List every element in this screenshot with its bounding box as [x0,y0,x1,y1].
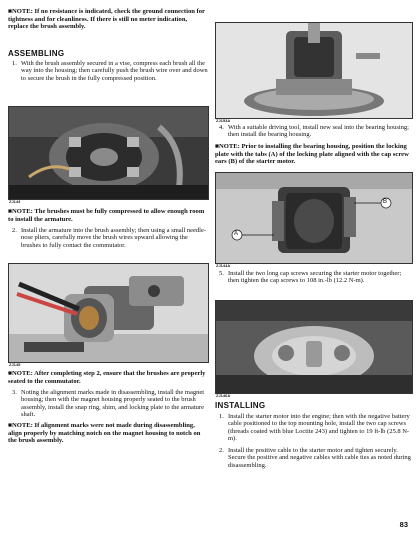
step-text: With a suitable driving tool, install new seal into the bearing housing; then install the bearing housing. [228,124,409,139]
step-number: 1. [219,413,224,420]
page-number: 83 [399,520,408,529]
callout-a: A [234,231,239,237]
step-text: Noting the alignment marks made in disassembling, install the magnet housing; then with the magnet housing properly seated to the brush assembly, install the snap ring, shim, and locking plate to the armature shaft. [21,389,205,419]
figure-label-zj144a: ZJ144A [216,263,231,268]
installing-step-2 [215,447,413,469]
heading-assembling: ASSEMBLING [8,49,65,58]
step-number: 2. [219,447,224,454]
note-brushes-seated: ■NOTE: After completing step 2, ensure that the brushes are properly seated to the commutator. [8,370,206,385]
photo-cap-screws-torque [215,300,413,394]
step-number: 5. [219,270,224,277]
step-text: Install the positive cable to the starter motor and tighten securely. Secure the positive and negative cables with cable ties as noted during disassembling. [228,447,411,469]
assembling-step-1 [8,60,208,82]
step-text: Install the starter motor into the engine; then with the negative battery cable positioned to the top mounting hole, install the two cap screws (threads coated with blue Loctite 243) and tighten to 19 ft-lb (25.8 N-m). [228,413,410,443]
photo-locking-plate-alignment [215,172,413,264]
photo-bearing-housing [215,22,413,119]
step-number: 3. [12,389,17,396]
step-number: 1. [12,60,17,67]
step-text: Install the two long cap screws securing the starter motor together; then tighten the cap screws to 108 in.-lb (12.2 N-m). [228,270,402,285]
note-alignment-marks: ■NOTE: If alignment marks were not made during disassembling, align properly by matching notch on the magnet housing to notch on the brush assembly. [8,422,201,445]
assembling-step-3 [8,389,208,419]
figure-label-zj145: ZJ145 [9,362,21,367]
heading-installing: INSTALLING [215,401,266,410]
step-number: 2. [12,227,17,234]
installing-step-1 [215,413,413,443]
note-brushes-compressed: ■NOTE: The brushes must be fully compressed to allow enough room to install the armature. [8,208,205,223]
step-number: 4. [219,124,224,131]
note-no-resistance: ■NOTE: If no resistance is indicated, check the ground connection for tightness and for cleanliness. If there is still no meter indication, replace the brush assembly. [8,8,205,31]
figure-label-zj153a: ZJ153A [216,118,231,123]
assembling-step-2 [8,227,208,249]
callout-b: B [383,199,388,205]
note-locking-plate: ■NOTE: Prior to installing the bearing housing, position the locking plate with the tabs (A) of the locking plate aligned with the cap screw ears (B) of the starter motor. [215,143,409,166]
assembling-step-4 [215,124,413,139]
step-text: With the brush assembly secured in a vise, compress each brush all the way into the housing; then carefully push the brush wire over and down to secure the brush in the fully compressed position. [21,60,208,82]
assembling-step-5 [215,270,413,285]
step-text: Install the armature into the brush assembly; then using a small needle-nose pliers, carefully move the brush wires upward allowing the brushes to fully contact the commutator. [21,227,207,249]
photo-armature-installation [8,263,209,363]
photo-brush-assembly-vise [8,106,209,200]
figure-label-zj143: ZJ143 [9,199,21,204]
figure-label-zj146a: ZJ146A [216,393,231,398]
